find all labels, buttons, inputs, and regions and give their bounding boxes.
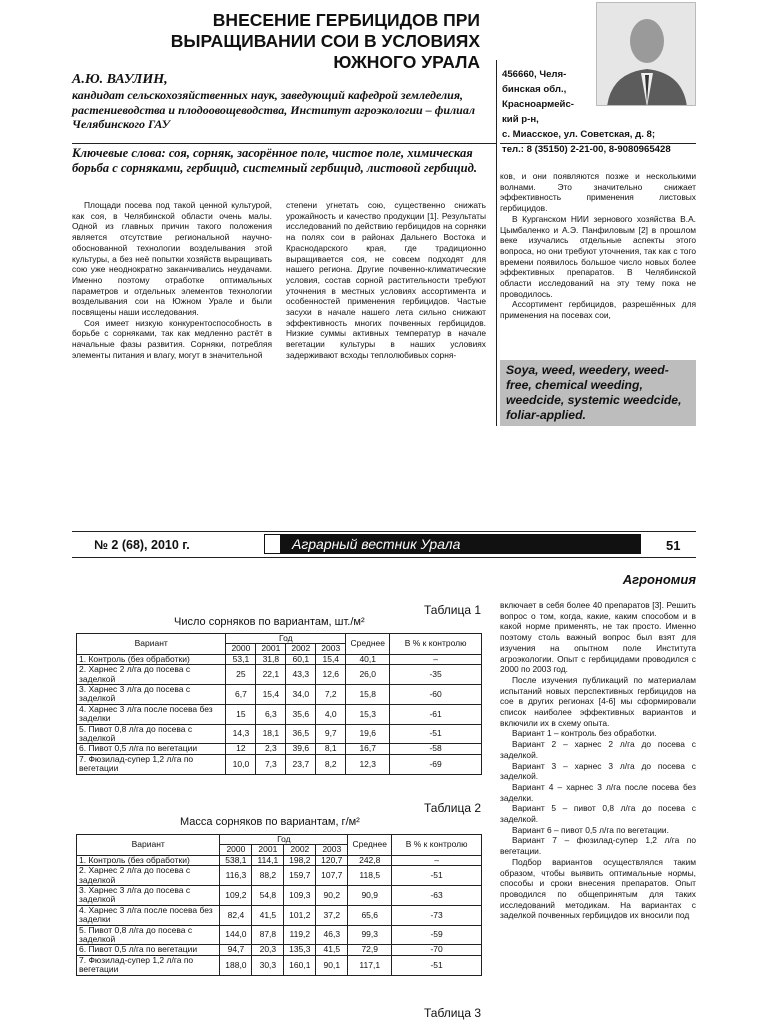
year-value-cell: 41,5 [252,905,284,925]
table-row [77,886,482,906]
mean-cell: 242,8 [348,855,392,865]
year-value-cell: 90,1 [316,955,348,975]
header-year: Год [226,634,346,644]
year-value-cell: 6,3 [256,704,286,724]
mean-cell: 40,1 [346,654,390,664]
paragraph: Вариант 7 – фюзилад-супер 1,2 л/га по вегетации. [500,835,696,857]
row-label: 3. Харнес 3 л/га до посева с заделкой [77,886,220,906]
paragraph: Ассортимент гербицидов, разрешённых для применения на посевах сои, [500,299,696,321]
row-label: 1. Контроль (без обработки) [77,654,226,664]
table-row [77,704,482,724]
paragraph: Вариант 6 – пивот 0,5 л/га по вегетации. [512,824,669,835]
paragraph: Вариант 4 – харнес 3 л/га после посева без заделки. [500,781,696,803]
year-value-cell: 90,2 [316,886,348,906]
year-value-cell: 37,2 [316,905,348,925]
year-value-cell: 94,7 [220,945,252,955]
row-label: 3. Харнес 3 л/га до посева с заделкой [77,685,226,705]
year-value-cell: 23,7 [286,754,316,774]
column-divider [496,60,497,426]
percent-cell: – [392,855,482,865]
header-year: Год [220,835,348,845]
year-value-cell: 7,2 [316,685,346,705]
header-year-value: 2001 [256,644,286,654]
row-label: 2. Харнес 2 л/га до посева с заделкой [77,665,226,685]
percent-cell: -60 [390,685,482,705]
year-value-cell: 101,2 [284,905,316,925]
year-value-cell: 12,6 [316,665,346,685]
author-address: 456660, Челя- бинская обл., Красноармейс- кий р-н, с. Миасское, ул. Советская, д. 8; тел.: 8 (35150) 2-21-00, 8-9080965428 [502,69,671,155]
mean-cell: 26,0 [346,665,390,685]
year-value-cell: 109,3 [284,886,316,906]
percent-cell: -35 [390,665,482,685]
header-variant: Вариант [77,835,220,856]
header-percent: В % к контролю [390,634,482,655]
year-value-cell: 39,6 [286,744,316,754]
keywords-english: Soya, weed, weedery, weed-free, chemical weeding, weedcide, systemic weedcide, foliar-applied. [500,360,696,426]
text-column-1 [72,200,272,361]
mean-cell: 15,8 [346,685,390,705]
year-value-cell: 120,7 [316,855,348,865]
mean-cell: 72,9 [348,945,392,955]
percent-cell: -63 [392,886,482,906]
paragraph: Площади посева под такой ценной культурой, как соя, в Челябинской области очень малы. Одной из главных причин такого положения является отсутствие региональной научно-обоснованной технологии возделывания этой культуры, а без неё попытки хозяйств выращивать сою уже неоднократно заканчивались неудачами. Именно поэтому отработке оптимальных параметров и отдельных элементов технологии возделывания сои на Южном Урале и были посвящены наши исследования. [72,200,272,318]
paragraph: Вариант 1 – контроль без обработки. [512,728,657,739]
text-column-2 [286,200,486,361]
paragraph: ков, и они появляются позже и несколькими волнами. Это значительно снижает эффективность применения листовых гербицидов. [500,171,696,214]
table-row [77,665,482,685]
table-2-title: Масса сорняков по вариантам, г/м² [180,816,360,828]
year-value-cell: 88,2 [252,866,284,886]
year-value-cell: 43,3 [286,665,316,685]
table-row [77,685,482,705]
author-block [72,72,496,132]
row-label: 6. Пивот 0,5 л/га по вегетации [77,744,226,754]
row-label: 4. Харнес 3 л/га после посева без заделки [77,704,226,724]
year-value-cell: 15,4 [316,654,346,664]
table-row [77,744,482,754]
year-value-cell: 109,2 [220,886,252,906]
percent-cell: -73 [392,905,482,925]
paragraph: Вариант 3 – харнес 3 л/га до посева с заделкой. [500,760,696,782]
year-value-cell: 82,4 [220,905,252,925]
header-year-value: 2002 [284,845,316,855]
header-year-value: 2003 [316,644,346,654]
year-value-cell: 160,1 [284,955,316,975]
text-column-3 [500,171,696,321]
table-2 [76,834,482,976]
journal-title: Аграрный вестник Урала [280,534,640,554]
table-1-caption: Таблица 1 [424,603,482,617]
year-value-cell: 15 [226,704,256,724]
table-row [77,925,482,945]
paragraph: Соя имеет низкую конкурентоспособность в борьбе с сорняками, так как медленно растёт в начальные фазы развития. Сорняки, потребляя элементы питания и влагу, могут в значительной [72,317,272,360]
paragraph: После изучения публикаций по материалам испытаний новых перспективных гербицидов на сое в других регионах [4-6] мы сформировали список наиболее эффективных вариантов и включили их в схему опыта. [500,674,696,728]
year-value-cell: 54,8 [252,886,284,906]
year-value-cell: 9,7 [316,724,346,744]
text-column-4 [500,600,696,921]
rubric: Агрономия [622,572,696,587]
year-value-cell: 15,4 [256,685,286,705]
year-value-cell: 114,1 [252,855,284,865]
paragraph: степени угнетать сою, существенно снижать урожайность и качество продукции [1]. Результаты исследований по действию гербицидов на сорняки на полях сои в районах Дальнего Востока и Краснодарского края, где традиционно выращивается соя, не совсем подходят для нашего региона. Другие почвенно-климатические условия, состав сорной растительности требуют уточнения в местных условиях ассортимента и особенностей применения гербицидов. Частые засухи в начале нашего лета сильно снижают эффективность многих почвенных гербицидов. Низкие суммы активных температур в начале вегетации культуры в наших условиях задерживают всходы теплолюбивых сорня- [286,200,486,360]
year-value-cell: 8,2 [316,754,346,774]
table-row [77,955,482,975]
mean-cell: 15,3 [346,704,390,724]
table-1 [76,633,482,775]
row-label: 2. Харнес 2 л/га до посева с заделкой [77,866,220,886]
year-value-cell: 116,3 [220,866,252,886]
mean-cell: 16,7 [346,744,390,754]
year-value-cell: 36,5 [286,724,316,744]
header-mean: Среднее [348,835,392,856]
header-year-value: 2003 [316,845,348,855]
year-value-cell: 41,5 [316,945,348,955]
page-number: 51 [666,538,681,553]
paragraph: Подбор вариантов осуществлялся таким образом, чтобы выявить оптимальные нормы, способы и сроки внесения препаратов. Опыт проводился по общепринятым для таких исследований методикам. На вариантах с заделкой почвенных гербицидов их вносили под [500,856,696,921]
header-mean: Среднее [346,634,390,655]
table-row [77,724,482,744]
percent-cell: -61 [390,704,482,724]
paragraph: В Курганском НИИ зернового хозяйства В.А. Цымбаленко и А.Э. Панфиловым [2] в прошлом веке изучались отдельные аспекты этого вопроса, но они требуют уточнения, так как с того времени появилось большое число новых более эффективных препаратов. В Челябинской области исследований на эту тему пока не проводилось. [500,213,696,299]
year-value-cell: 31,8 [256,654,286,664]
mean-cell: 19,6 [346,724,390,744]
paragraph: Вариант 5 – пивот 0,8 л/га до посева с заделкой. [500,803,696,825]
year-value-cell: 7,3 [256,754,286,774]
mean-cell: 99,3 [348,925,392,945]
mean-cell: 117,1 [348,955,392,975]
article-title: ВНЕСЕНИЕ ГЕРБИЦИДОВ ПРИ ВЫРАЩИВАНИИ СОИ В УСЛОВИЯХ ЮЖНОГО УРАЛА [170,10,480,72]
percent-cell: -58 [390,744,482,754]
percent-cell: -59 [392,925,482,945]
year-value-cell: 25 [226,665,256,685]
year-value-cell: 2,3 [256,744,286,754]
table-row [77,905,482,925]
percent-cell: – [390,654,482,664]
table-3-caption: Таблица 3 [424,1006,482,1020]
percent-cell: -51 [392,955,482,975]
year-value-cell: 8,1 [316,744,346,754]
row-label: 5. Пивот 0,8 л/га до посева с заделкой [77,724,226,744]
year-value-cell: 159,7 [284,866,316,886]
header-percent: В % к контролю [392,835,482,856]
header-year-value: 2001 [252,845,284,855]
year-value-cell: 4,0 [316,704,346,724]
paragraph: Вариант 2 – харнес 2 л/га до посева с заделкой. [500,739,696,760]
author-name: А.Ю. ВАУЛИН, [72,72,168,87]
year-value-cell: 18,1 [256,724,286,744]
table-row [77,654,482,664]
divider [500,143,696,144]
year-value-cell: 538,1 [220,855,252,865]
percent-cell: -70 [392,945,482,955]
percent-cell: -69 [390,754,482,774]
table-row [77,945,482,955]
row-label: 7. Фюзилад-супер 1,2 л/га по вегетации [77,955,220,975]
keywords: Ключевые слова: соя, сорняк, засорённое поле, чистое поле, химическая борьба с сорняками, гербицид, системный гербицид, листовой гербицид. [72,146,478,175]
paragraph: включает в себя более 40 препаратов [3]. Решить вопрос о том, когда, какие, каким способом и в какой норме применять, не так просто. Именно поэтому столь важный вопрос был взят для изучения на опытном поле Института агроэкологии. Опыт с гербицидами проводился с 2000 по 2003 год. [500,600,696,675]
year-value-cell: 14,3 [226,724,256,744]
year-value-cell: 22,1 [256,665,286,685]
year-value-cell: 10,0 [226,754,256,774]
author-affiliation: кандидат сельскохозяйственных наук, заведующий кафедрой земледелия, растениеводства и плодоовощеводства, Институт агроэкологии – филиал Челябинского ГАУ [72,88,475,131]
table-2-caption: Таблица 2 [424,801,482,815]
year-value-cell: 34,0 [286,685,316,705]
divider [640,534,641,554]
year-value-cell: 135,3 [284,945,316,955]
year-value-cell: 119,2 [284,925,316,945]
mean-cell: 65,6 [348,905,392,925]
mean-cell: 90,9 [348,886,392,906]
journal-badge-edge [264,534,280,554]
year-value-cell: 6,7 [226,685,256,705]
year-value-cell: 60,1 [286,654,316,664]
table-1-body [77,654,482,774]
header-variant: Вариант [77,634,226,655]
row-label: 6. Пивот 0,5 л/га по вегетации [77,945,220,955]
row-label: 5. Пивот 0,8 л/га до посева с заделкой [77,925,220,945]
table-row [77,855,482,865]
year-value-cell: 53,1 [226,654,256,664]
row-label: 1. Контроль (без обработки) [77,855,220,865]
year-value-cell: 30,3 [252,955,284,975]
issue-number: № 2 (68), 2010 г. [94,538,190,552]
table-1-title: Число сорняков по вариантам, шт./м² [174,616,365,628]
mean-cell: 12,3 [346,754,390,774]
year-value-cell: 107,7 [316,866,348,886]
year-value-cell: 144,0 [220,925,252,945]
year-value-cell: 20,3 [252,945,284,955]
header-year-value: 2002 [286,644,316,654]
divider [72,143,496,144]
header-year-value: 2000 [226,644,256,654]
row-label: 4. Харнес 3 л/га после посева без заделки [77,905,220,925]
year-value-cell: 12 [226,744,256,754]
table-2-body [77,855,482,975]
divider [72,557,696,558]
header-year-value: 2000 [220,845,252,855]
table-row [77,866,482,886]
year-value-cell: 188,0 [220,955,252,975]
year-value-cell: 87,8 [252,925,284,945]
year-value-cell: 35,6 [286,704,316,724]
year-value-cell: 46,3 [316,925,348,945]
divider [72,531,696,532]
table-row [77,754,482,774]
percent-cell: -51 [392,866,482,886]
row-label: 7. Фюзилад-супер 1,2 л/га по вегетации [77,754,226,774]
mean-cell: 118,5 [348,866,392,886]
year-value-cell: 198,2 [284,855,316,865]
percent-cell: -51 [390,724,482,744]
